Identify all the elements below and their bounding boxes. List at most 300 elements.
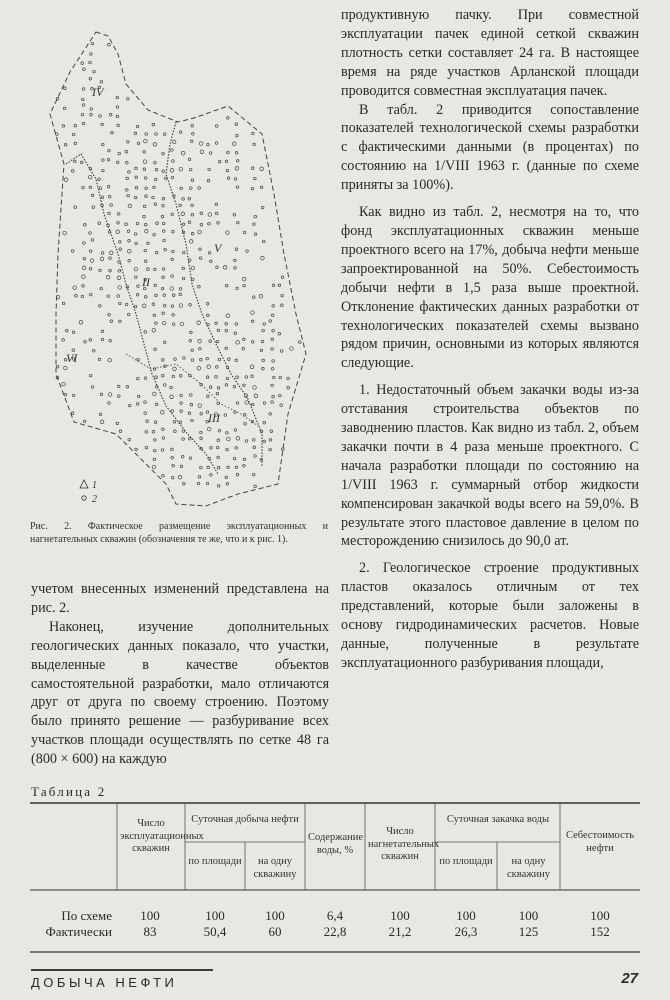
well-marker xyxy=(89,268,92,271)
cell-actual-water: 22,8 xyxy=(323,924,347,939)
well-marker xyxy=(135,242,138,245)
well-marker xyxy=(144,249,147,252)
well-marker xyxy=(119,430,122,433)
well-marker xyxy=(192,278,195,281)
zone-label-iii: III xyxy=(208,411,220,425)
well-marker xyxy=(262,240,265,243)
well-marker xyxy=(162,230,165,233)
cell-actual-cost: 152 xyxy=(590,924,610,939)
well-marker xyxy=(237,221,240,224)
well-marker xyxy=(128,249,132,253)
footer-rule xyxy=(31,969,213,971)
well-marker xyxy=(110,320,113,323)
well-marker xyxy=(251,375,254,378)
well-marker xyxy=(232,142,236,146)
well-marker xyxy=(191,213,194,216)
well-marker xyxy=(174,358,177,361)
well-marker xyxy=(82,266,86,270)
header-water: Содержание воды, % xyxy=(308,832,364,856)
well-marker xyxy=(243,384,246,387)
cell-plan-wells: 100 xyxy=(140,908,160,923)
well-marker xyxy=(89,374,92,377)
right-column xyxy=(341,6,639,673)
well-marker xyxy=(126,386,129,389)
well-marker xyxy=(154,421,157,424)
well-marker xyxy=(254,177,257,180)
well-marker xyxy=(200,358,203,361)
zone-label-v: V xyxy=(214,241,222,255)
well-marker xyxy=(226,432,229,435)
well-marker xyxy=(144,331,147,334)
well-marker xyxy=(254,233,257,236)
well-marker xyxy=(128,240,131,243)
well-marker xyxy=(172,160,175,163)
well-marker xyxy=(109,340,112,343)
well-marker xyxy=(81,62,84,65)
well-marker xyxy=(254,455,257,458)
well-marker xyxy=(163,341,166,344)
well-marker xyxy=(90,259,94,263)
header-wells: Число эксплуатационных скважин xyxy=(120,818,204,854)
well-marker xyxy=(147,242,150,245)
well-marker xyxy=(216,446,219,449)
well-marker xyxy=(208,252,211,255)
well-marker xyxy=(80,161,83,164)
well-marker xyxy=(182,267,185,270)
well-marker xyxy=(253,143,256,146)
well-marker xyxy=(56,133,59,136)
well-marker xyxy=(254,215,257,218)
well-marker xyxy=(135,167,138,170)
well-marker xyxy=(144,412,147,415)
well-marker xyxy=(280,404,283,407)
well-marker xyxy=(116,96,119,99)
well-marker xyxy=(180,465,183,468)
well-marker xyxy=(109,269,112,272)
well-marker xyxy=(99,269,102,272)
well-marker xyxy=(189,168,192,171)
well-marker xyxy=(233,385,236,388)
well-marker xyxy=(206,357,209,360)
well-marker xyxy=(216,266,219,269)
well-marker xyxy=(197,321,201,325)
well-marker xyxy=(135,186,138,189)
well-marker xyxy=(153,449,156,452)
well-marker xyxy=(162,276,165,279)
well-marker xyxy=(179,293,182,296)
well-marker xyxy=(191,359,194,362)
well-marker xyxy=(173,421,176,424)
well-marker xyxy=(137,395,140,398)
well-marker xyxy=(172,375,175,378)
well-marker xyxy=(72,331,75,334)
cell-plan-injection-wells: 100 xyxy=(390,908,410,923)
well-marker xyxy=(183,357,186,360)
cell-plan-cost: 100 xyxy=(590,908,610,923)
well-marker xyxy=(72,133,75,136)
well-marker xyxy=(243,414,246,417)
well-marker xyxy=(236,160,239,163)
well-marker xyxy=(234,429,237,432)
well-marker xyxy=(62,382,66,386)
well-marker xyxy=(183,483,186,486)
well-marker xyxy=(152,329,156,333)
well-marker xyxy=(155,168,158,171)
well-marker xyxy=(207,179,210,182)
well-marker xyxy=(89,232,92,235)
well-marker xyxy=(89,186,92,189)
well-marker xyxy=(287,386,290,389)
well-marker xyxy=(215,142,218,145)
well-marker xyxy=(180,322,184,326)
well-marker xyxy=(152,123,155,126)
well-marker xyxy=(226,314,230,318)
well-marker xyxy=(101,196,104,199)
well-marker xyxy=(253,446,256,449)
well-marker xyxy=(64,144,67,147)
well-marker xyxy=(161,411,165,415)
well-marker xyxy=(64,393,67,396)
well-marker xyxy=(127,98,130,101)
well-marker xyxy=(171,305,174,308)
well-marker xyxy=(81,295,84,298)
well-marker xyxy=(128,171,131,174)
well-marker xyxy=(154,348,157,351)
well-marker xyxy=(143,215,146,218)
well-marker xyxy=(90,108,93,111)
well-marker xyxy=(272,360,275,363)
well-marker xyxy=(117,213,120,216)
well-marker xyxy=(154,203,157,206)
well-marker xyxy=(172,250,175,253)
well-marker xyxy=(144,139,148,143)
well-marker xyxy=(155,376,158,379)
well-marker xyxy=(106,275,110,279)
well-marker xyxy=(74,160,77,163)
well-marker xyxy=(64,366,68,370)
well-marker xyxy=(172,465,175,468)
well-marker xyxy=(144,377,147,380)
well-marker xyxy=(161,287,164,290)
well-marker xyxy=(153,458,156,461)
well-marker xyxy=(242,348,245,351)
well-marker xyxy=(118,261,121,264)
field-boundary xyxy=(50,32,306,506)
well-marker xyxy=(191,179,194,182)
cell-actual-injection-area: 26,3 xyxy=(454,924,478,939)
well-marker xyxy=(252,132,255,135)
well-marker xyxy=(135,176,138,179)
well-marker xyxy=(126,161,129,164)
well-marker xyxy=(189,457,192,460)
well-marker xyxy=(198,285,201,288)
well-marker xyxy=(134,305,137,308)
well-marker xyxy=(108,393,112,397)
well-marker xyxy=(143,151,146,154)
well-marker xyxy=(171,476,174,479)
row-label-actual: Фактически xyxy=(45,924,112,939)
well-marker xyxy=(174,430,177,433)
well-marker xyxy=(271,384,274,387)
well-marker xyxy=(90,53,93,56)
well-marker xyxy=(73,286,77,290)
well-marker xyxy=(99,187,102,190)
well-marker xyxy=(110,204,113,207)
well-marker xyxy=(200,224,203,227)
well-marker xyxy=(198,187,201,190)
well-marker xyxy=(109,257,112,260)
well-marker xyxy=(116,161,119,164)
well-marker xyxy=(179,375,182,378)
well-marker xyxy=(206,303,209,306)
well-marker xyxy=(147,268,150,271)
well-marker xyxy=(182,277,185,280)
well-marker xyxy=(236,402,239,405)
well-marker xyxy=(180,410,183,413)
well-marker xyxy=(223,266,227,270)
well-marker xyxy=(163,294,166,297)
well-marker xyxy=(253,223,256,226)
well-marker xyxy=(227,151,230,154)
well-marker xyxy=(179,304,183,308)
legend-label-2: 2 xyxy=(92,494,97,505)
well-marker xyxy=(108,196,111,199)
well-marker xyxy=(282,448,285,451)
well-marker xyxy=(98,222,101,225)
well-marker xyxy=(172,323,175,326)
well-marker xyxy=(164,384,167,387)
well-marker xyxy=(251,187,254,190)
well-marker xyxy=(236,437,240,441)
well-marker xyxy=(235,248,238,251)
well-marker xyxy=(84,341,87,344)
well-marker xyxy=(299,341,302,344)
well-marker xyxy=(162,153,165,156)
cell-plan-water: 6,4 xyxy=(326,908,344,923)
legend-label-1: 1 xyxy=(92,480,97,491)
well-marker xyxy=(153,143,157,147)
paragraph: 2. Геологическое строение продуктивных пластов оказалось отличным от тех представлений, которые были заложены в основу гидродинамических расчетов. Новые данные, полученные в результате эксплуатационного разбуривания площади, xyxy=(341,560,639,671)
well-marker xyxy=(279,394,282,397)
well-marker xyxy=(253,386,257,390)
well-marker xyxy=(118,270,121,273)
well-marker xyxy=(217,456,220,459)
well-marker xyxy=(180,187,183,190)
well-marker xyxy=(172,314,175,317)
well-marker xyxy=(153,234,156,237)
well-marker xyxy=(162,170,165,173)
well-marker xyxy=(162,475,165,478)
well-marker xyxy=(126,177,129,180)
well-marker xyxy=(156,222,159,225)
well-marker xyxy=(180,394,183,397)
well-marker xyxy=(207,427,211,431)
well-marker xyxy=(251,403,254,406)
well-marker xyxy=(137,358,140,361)
well-marker xyxy=(111,131,114,134)
cell-actual-oil-area: 50,4 xyxy=(203,924,227,939)
well-marker xyxy=(281,304,284,307)
header-oil-area: по площади xyxy=(188,856,242,867)
well-marker xyxy=(137,285,140,288)
well-marker xyxy=(88,175,92,179)
well-marker xyxy=(251,167,254,170)
well-marker xyxy=(170,395,174,399)
well-marker xyxy=(182,223,185,226)
well-marker xyxy=(171,213,174,216)
legend-triangle-icon xyxy=(80,480,88,488)
well-marker xyxy=(218,160,221,163)
well-marker xyxy=(225,347,228,350)
well-marker xyxy=(108,314,111,317)
well-marker xyxy=(128,438,131,441)
well-marker xyxy=(64,178,68,182)
well-marker xyxy=(64,87,67,90)
well-marker xyxy=(217,466,220,469)
cell-actual-injection-well: 125 xyxy=(518,924,539,939)
well-marker xyxy=(260,186,263,189)
well-marker xyxy=(262,359,265,362)
well-marker xyxy=(116,115,119,118)
well-marker xyxy=(183,251,186,254)
well-marker xyxy=(225,160,228,163)
well-marker xyxy=(90,293,93,296)
well-marker xyxy=(82,122,85,125)
paragraph: Как видно из табл. 2, несмотря на то, что фонд эксплуатационных скважин меньше проектного всего на 17%, добыча нефти меньше запроектированной на 50%. Себестоимость добычи нефти в 1,5 раза выше проектной. Отклонение фактических данных разработки от технологических показателей схемы вызвано рядом причин, основными из которых являются следующие. xyxy=(341,204,639,372)
well-marker xyxy=(179,288,182,291)
well-marker xyxy=(162,374,165,377)
well-marker xyxy=(162,222,165,225)
well-marker xyxy=(250,365,254,369)
well-marker xyxy=(153,392,157,396)
well-marker xyxy=(89,250,92,253)
well-marker xyxy=(74,142,77,145)
well-marker xyxy=(234,259,237,262)
well-marker xyxy=(234,267,237,270)
zone-label-iv: IV xyxy=(92,85,104,99)
well-marker xyxy=(118,395,121,398)
well-marker xyxy=(261,340,264,343)
well-marker xyxy=(233,457,236,460)
well-marker xyxy=(152,196,155,199)
well-marker xyxy=(236,134,239,137)
well-marker xyxy=(263,402,266,405)
well-marker xyxy=(154,284,157,287)
well-marker xyxy=(171,258,174,261)
well-marker xyxy=(108,402,111,405)
well-marker xyxy=(207,143,210,146)
zone-label-ii: II xyxy=(142,275,150,289)
well-marker xyxy=(261,206,264,209)
well-marker xyxy=(91,239,94,242)
well-marker xyxy=(170,386,173,389)
left-column xyxy=(31,580,329,769)
well-marker xyxy=(89,339,92,342)
well-marker xyxy=(235,466,238,469)
well-marker xyxy=(251,341,254,344)
well-marker xyxy=(172,140,176,144)
well-marker xyxy=(217,402,220,405)
well-marker xyxy=(155,251,158,254)
well-marker xyxy=(161,449,164,452)
well-marker xyxy=(190,403,193,406)
paragraph: продуктивную пачку. При совместной эксплуатации пачек единой сеткой скважин плотность сетки составляет 24 га. В настоящее время на ряде участков Арланской площади проводится совместная эксплуатация пачек. xyxy=(341,7,639,99)
well-marker xyxy=(199,347,202,350)
well-marker xyxy=(91,42,94,45)
well-marker xyxy=(154,439,157,442)
well-marker xyxy=(82,104,85,107)
well-marker xyxy=(236,287,239,290)
well-marker xyxy=(84,224,87,227)
well-marker xyxy=(243,284,246,287)
well-marker xyxy=(117,276,121,280)
well-marker xyxy=(71,412,74,415)
well-marker xyxy=(117,295,120,298)
well-marker xyxy=(162,312,165,315)
well-marker xyxy=(271,338,274,341)
well-marker xyxy=(100,287,103,290)
well-marker xyxy=(260,167,264,171)
well-marker xyxy=(243,458,246,461)
well-marker xyxy=(117,222,120,225)
well-marker xyxy=(272,305,275,308)
well-marker xyxy=(66,329,69,332)
cell-actual-oil-well: 60 xyxy=(268,924,282,939)
well-marker xyxy=(162,437,165,440)
well-marker xyxy=(215,125,218,128)
well-marker xyxy=(236,186,239,189)
well-marker xyxy=(206,376,209,379)
well-marker xyxy=(144,260,147,263)
well-marker xyxy=(155,403,158,406)
well-marker xyxy=(224,414,227,417)
well-marker xyxy=(199,257,202,260)
well-marker xyxy=(127,141,130,144)
well-marker xyxy=(74,124,77,127)
well-marker xyxy=(207,365,211,369)
well-marker xyxy=(145,431,148,434)
well-marker xyxy=(145,229,149,233)
well-marker xyxy=(215,212,218,215)
well-marker xyxy=(162,428,165,431)
well-marker xyxy=(137,142,140,145)
well-marker xyxy=(82,98,85,101)
well-marker xyxy=(236,376,239,379)
well-marker xyxy=(128,404,131,407)
well-marker xyxy=(236,473,239,476)
well-marker xyxy=(226,231,230,235)
well-marker xyxy=(162,205,165,208)
well-marker xyxy=(270,430,273,433)
well-marker xyxy=(163,305,166,308)
well-marker xyxy=(191,419,194,422)
well-marker xyxy=(234,332,237,335)
well-marker xyxy=(100,257,104,261)
well-marker xyxy=(143,205,146,208)
paragraph: В табл. 2 приводится сопоставление показателей технологической схемы разработки с фактическими данными (в процентах) по состоянию на 1/VIII 1963 г. (данные по схеме приняты за 100%). xyxy=(341,101,639,194)
well-marker xyxy=(74,206,77,209)
well-marker xyxy=(135,276,138,279)
well-marker xyxy=(227,177,230,180)
well-marker xyxy=(188,198,191,201)
well-marker xyxy=(225,323,228,326)
header-injection-well: на одну скважину xyxy=(507,856,550,880)
well-marker xyxy=(178,475,182,479)
well-marker xyxy=(173,367,177,371)
well-marker xyxy=(226,483,229,486)
well-marker xyxy=(200,413,203,416)
well-marker xyxy=(263,440,266,443)
